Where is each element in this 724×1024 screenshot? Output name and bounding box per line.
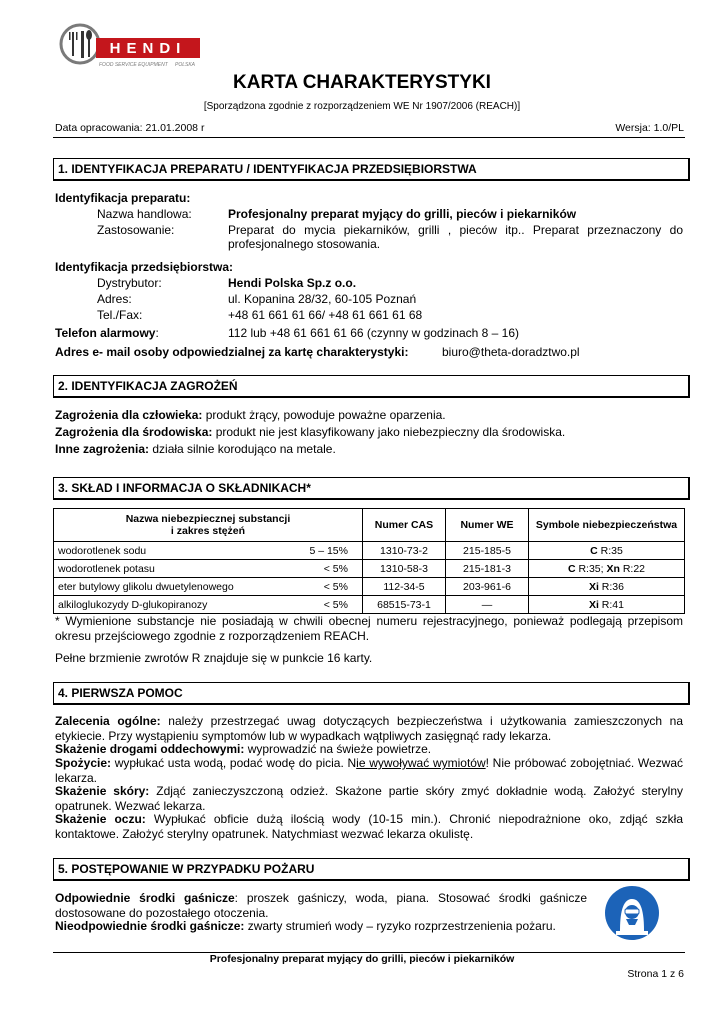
logo-brand-text: HENDI bbox=[109, 40, 187, 57]
cell-cas: 68515-73-1 bbox=[362, 596, 445, 614]
logo-country: POLSKA bbox=[175, 62, 196, 68]
use-label: Zastosowanie: bbox=[97, 223, 175, 237]
cell-symbols: Xi R:36 bbox=[528, 578, 684, 596]
version: Wersja: 1.0/PL bbox=[615, 122, 684, 134]
cell-we: 215-185-5 bbox=[445, 542, 528, 560]
cell-range: 5 – 15% bbox=[282, 542, 362, 560]
col-symbols: Symbole niebezpieczeństwa bbox=[528, 509, 684, 542]
first-aid-eyes: Skażenie oczu: Wypłukać obficie dużą ilością wody (10-15 min.). Chronić niepodrażnione oko, zdjąć szkła kontaktowe. Założyć sterylny opatrunek. Natychmiast wezwać lekarza okulistę. bbox=[55, 812, 684, 841]
cell-symbols: C R:35; Xn R:22 bbox=[528, 560, 684, 578]
col-substance: Nazwa niebezpiecznej substancji i zakres stężeń bbox=[54, 509, 363, 542]
header-divider bbox=[53, 137, 685, 138]
table-row bbox=[54, 560, 685, 578]
document-subtitle: [Sporządzona zgodnie z rozporządzeniem WE Nr 1907/2006 (REACH)] bbox=[203, 101, 521, 112]
col-cas: Numer CAS bbox=[362, 509, 445, 542]
reach-note: * Wymienione substancje nie posiadają w chwili obecnej numeru rejestracyjnego, ponieważ podlegają przepisom okresu przejściowego zgodnie z rozporządzeniem REACH. bbox=[55, 614, 683, 643]
cell-range: < 5% bbox=[282, 596, 362, 614]
section-1-title: 1. IDENTYFIKACJA PREPARATU / IDENTYFIKACJA PRZEDSIĘBIORSTWA bbox=[53, 158, 690, 181]
table-row bbox=[54, 542, 685, 560]
page-number: Strona 1 z 6 bbox=[627, 968, 684, 980]
cell-symbols: Xi R:41 bbox=[528, 596, 684, 614]
cell-we: — bbox=[445, 596, 528, 614]
cell-substance: eter butylowy glikolu dwuetylenowego bbox=[54, 578, 283, 596]
r-phrases-note: Pełne brzmienie zwrotów R znajduje się w punkcie 16 karty. bbox=[55, 651, 373, 665]
trade-name-value: Profesjonalny preparat myjący do grilli, pieców i piekarników bbox=[228, 207, 577, 221]
table-row bbox=[54, 596, 685, 614]
first-aid-inhalation: Skażenie drogami oddechowymi: wyprowadzić na świeże powietrze. bbox=[55, 742, 432, 756]
alarm-phone-label: Telefon alarmowy: bbox=[55, 326, 159, 340]
footer-product-name: Profesjonalny preparat myjący do grilli, pieców i piekarników bbox=[209, 953, 515, 965]
first-aid-skin: Skażenie skóry: Zdjąć zanieczyszczoną odzież. Skażone partie skóry zmyć dokładnie wodą. Założyć sterylny opatrunek. Wezwać lekarza. bbox=[55, 784, 684, 813]
distributor-value: Hendi Polska Sp.z o.o. bbox=[228, 276, 357, 290]
hazard-environment: Zagrożenia dla środowiska: produkt nie jest klasyfikowany jako niebezpieczny dla środowiska. bbox=[55, 425, 566, 439]
first-aid-ingestion: Spożycie: wypłukać usta wodą, podać wodę do picia. Nie wywoływać wymiotów! Nie próbować zobojętniać. Wezwać lekarza. bbox=[55, 756, 684, 785]
cell-cas: 112-34-5 bbox=[362, 578, 445, 596]
section-2-title: 2. IDENTYFIKACJA ZAGROŻEŃ bbox=[53, 375, 690, 398]
cell-substance: wodorotlenek potasu bbox=[54, 560, 283, 578]
logo-ring-icon bbox=[61, 25, 99, 63]
cell-substance: wodorotlenek sodu bbox=[54, 542, 283, 560]
section-5-title: 5. POSTĘPOWANIE W PRZYPADKU POŻARU bbox=[53, 858, 690, 881]
suitable-extinguishing: Odpowiednie środki gaśnicze: proszek gaśniczy, woda, piana. Stosować środki gaśnicze dostosowane do pozostałego otoczenia. bbox=[55, 891, 587, 920]
col-we: Numer WE bbox=[445, 509, 528, 542]
email-value[interactable]: biuro@theta-doradztwo.pl bbox=[442, 345, 580, 359]
composition-table bbox=[53, 508, 685, 614]
table-row bbox=[54, 578, 685, 596]
prep-id-heading: Identyfikacja preparatu: bbox=[55, 191, 191, 205]
cell-symbols: C R:35 bbox=[528, 542, 684, 560]
telfax-value: +48 61 661 61 66/ +48 61 661 61 68 bbox=[228, 308, 423, 322]
section-3-title: 3. SKŁAD I INFORMACJA O SKŁADNIKACH* bbox=[53, 477, 690, 500]
protective-equipment-icon bbox=[604, 885, 660, 941]
company-id-heading: Identyfikacja przedsiębiorstwa: bbox=[55, 260, 234, 274]
address-label: Adres: bbox=[97, 292, 132, 306]
cell-range: < 5% bbox=[282, 578, 362, 596]
cell-cas: 1310-73-2 bbox=[362, 542, 445, 560]
cell-we: 203-961-6 bbox=[445, 578, 528, 596]
cell-we: 215-181-3 bbox=[445, 560, 528, 578]
document-title: KARTA CHARAKTERYSTYKI bbox=[233, 72, 491, 93]
email-label: Adres e- mail osoby odpowiedzialnej za kartę charakterystyki: bbox=[55, 345, 409, 359]
telfax-label: Tel./Fax: bbox=[97, 308, 143, 322]
table-header-row bbox=[54, 509, 685, 542]
use-value-line-2: profesjonalnego stosowania. bbox=[228, 237, 381, 251]
cell-cas: 1310-58-3 bbox=[362, 560, 445, 578]
cell-range: < 5% bbox=[282, 560, 362, 578]
alarm-phone-value: 112 lub +48 61 661 61 66 (czynny w godzinach 8 – 16) bbox=[228, 326, 519, 340]
cell-substance: alkiloglukozydy D-glukopiranozy bbox=[54, 596, 283, 614]
section-4-title: 4. PIERWSZA POMOC bbox=[53, 682, 690, 705]
address-value: ul. Kopanina 28/32, 60-105 Poznań bbox=[228, 292, 417, 306]
distributor-label: Dystrybutor: bbox=[97, 276, 162, 290]
use-value-line-1: Preparat do mycia piekarników, grilli , pieców itp.. Preparat przeznaczony do bbox=[228, 223, 683, 237]
logo-tagline: FOOD SERVICE EQUIPMENT bbox=[99, 62, 168, 68]
hazard-human: Zagrożenia dla człowieka: produkt żrący, powoduje poważne oparzenia. bbox=[55, 408, 446, 422]
issue-date: Data opracowania: 21.01.2008 r bbox=[55, 122, 205, 134]
unsuitable-extinguishing: Nieodpowiednie środki gaśnicze: zwarty strumień wody – ryzyko rozprzestrzenienia pożaru. bbox=[55, 919, 556, 933]
trade-name-label: Nazwa handlowa: bbox=[97, 207, 192, 221]
first-aid-general: Zalecenia ogólne: należy przestrzegać uwag dotyczących bezpieczeństwa i użytkowania zamieszczonych na etykiecie. Przy wystąpieniu symptomów lub w wypadkach wątpliwych zasięgnąć rady lekarza. bbox=[55, 714, 683, 743]
hazard-other: Inne zagrożenia: działa silnie korodująco na metale. bbox=[55, 442, 336, 456]
